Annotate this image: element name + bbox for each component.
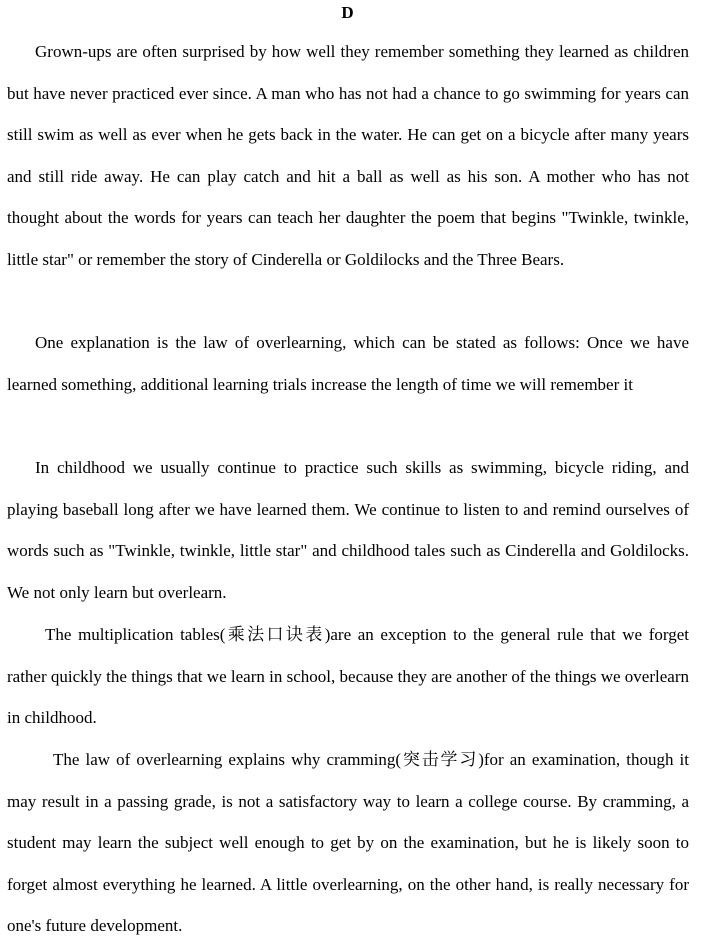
paragraph-1: Grown-ups are often surprised by how well they remember something they learned as children but have never practiced ever since. A man who has not had a chance to go swimming for years can still swim as well as ever when he gets back in the water. He can get on a bicycle after many years and still ride away. He can play catch and hit a ball as well as his son. A mother who has not thought about the words for years can teach her daughter the poem that begins "Twinkle, twinkle, little star" or remember the story of Cinderella or Goldilocks and the Three Bears. [7,42,689,269]
paragraph-2: One explanation is the law of overlearning, which can be stated as follows: Once we have learned something, additional learning trials increase the length of time we will remember it [7,333,689,394]
paragraph-4: The multiplication tables(乘法口诀表)are an exception to the general rule that we forget rather quickly the things that we learn in school, because they are another of the things we overlearn in childhood. [7,625,689,728]
paragraph-5: The law of overlearning explains why cramming(突击学习)for an examination, though it may result in a passing grade, is not a satisfactory way to learn a college course. By cramming, a student may learn the subject well enough to get by on the examination, but he is likely soon to forget almost everything he learned. A little overlearning, on the other hand, is really necessary for one's future development. [7,750,689,936]
paragraph-3: In childhood we usually continue to practice such skills as swimming, bicycle riding, and playing baseball long after we have learned them. We continue to listen to and remind ourselves of words such as "Twinkle, twinkle, little star" and childhood tales such as Cinderella and Goldilocks. We not only learn but overlearn. [7,458,689,602]
section-heading: D [341,3,354,22]
